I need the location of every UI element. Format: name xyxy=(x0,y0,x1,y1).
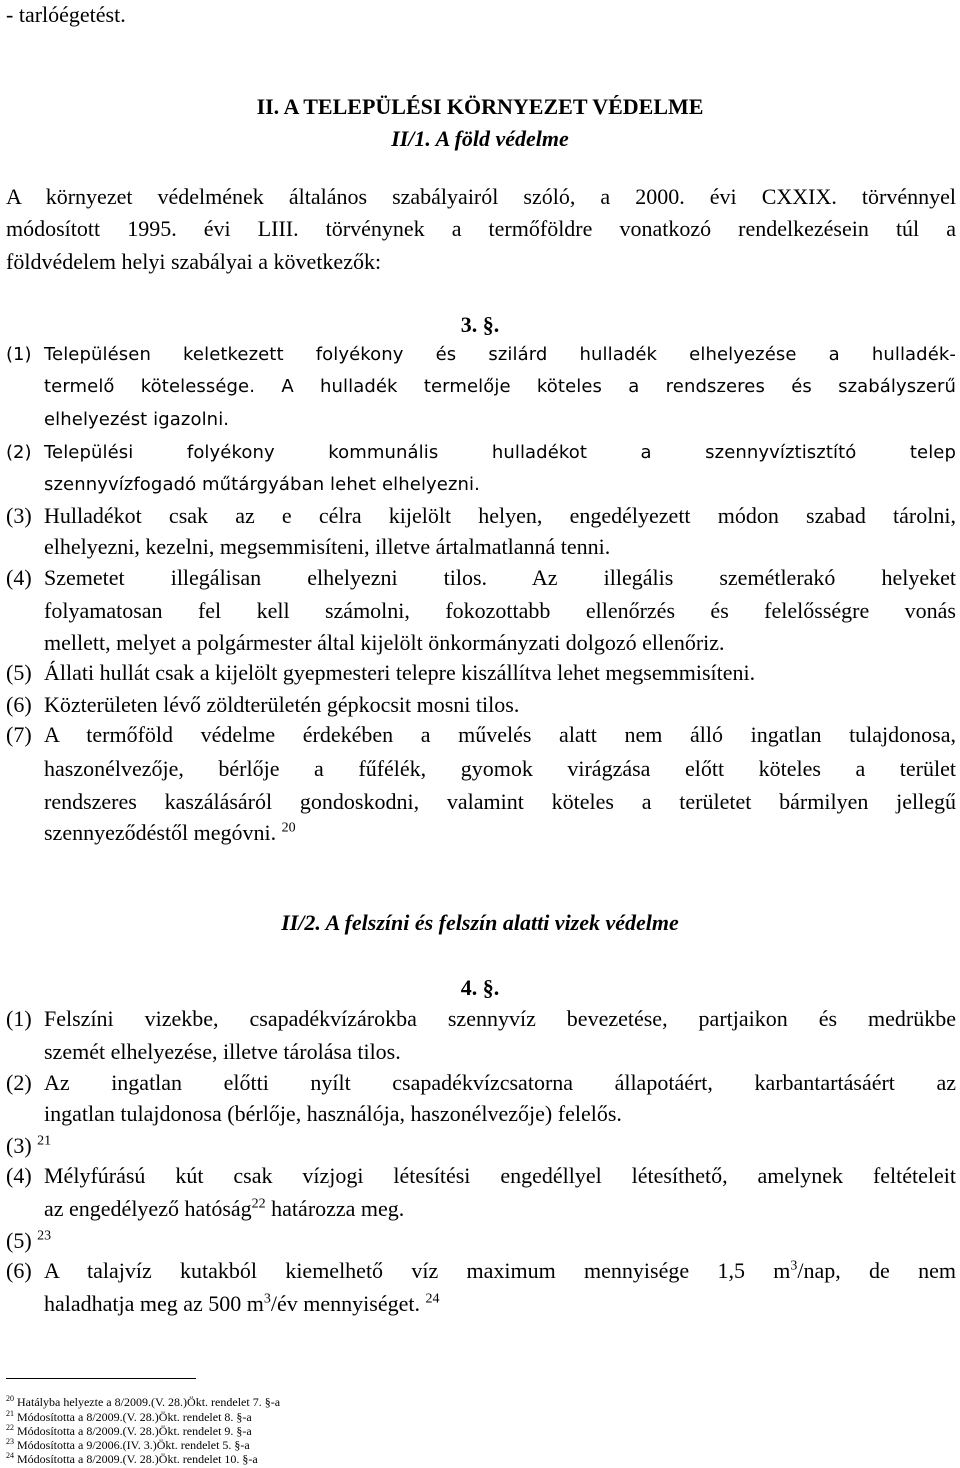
footnote-number: 20 xyxy=(6,1394,14,1403)
section-4-heading: 4. §. xyxy=(460,975,500,1000)
paragraph-number: (6) xyxy=(6,1258,32,1283)
paragraph-number: (1) xyxy=(6,1006,32,1031)
footnote-text: Módosította a 8/2009.(V. 28.)Ökt. rendelet 8. §-a xyxy=(17,1410,252,1424)
footnote-ref[interactable]: 23 xyxy=(37,1228,52,1244)
s3-p4-line: mellett, melyet a polgármester által kijelölt önkormányzati dolgozó ellenőriz. xyxy=(44,630,725,655)
s3-p1-line: Településen keletkezett folyékony és szilárd hulladék elhelyezése a hulladék- xyxy=(44,344,956,365)
footnote-ref[interactable]: 24 xyxy=(425,1291,440,1307)
paragraph-number: (2) xyxy=(6,1070,32,1095)
paragraph-number: (5) xyxy=(6,1228,32,1253)
superscript: 3 xyxy=(790,1258,798,1274)
footnote-number: 22 xyxy=(6,1423,14,1432)
s3-p3-line: elhelyezni, kezelni, megsemmisíteni, illetve ártalmatlanná tenni. xyxy=(44,534,611,559)
superscript: 3 xyxy=(263,1291,271,1307)
s4-p6-text: A talajvíz kutakból kiemelhető víz maximum mennyisége 1,5 m xyxy=(44,1258,791,1283)
paragraph-number-with-ref xyxy=(6,1133,51,1159)
footnote xyxy=(6,1452,258,1466)
s4-p6-text: haladhatja meg az 500 m xyxy=(44,1291,264,1316)
s4-p2-line: ingatlan tulajdonosa (bérlője, használója, haszonélvezője) felelős. xyxy=(44,1101,622,1126)
s4-p1-line: szemét elhelyezése, illetve tárolása tilos. xyxy=(44,1039,401,1064)
footnote-number: 21 xyxy=(6,1409,14,1418)
paragraph-number: (2) xyxy=(6,442,32,463)
paragraph-number: (4) xyxy=(6,565,32,590)
footnote xyxy=(6,1395,280,1409)
footnote-number: 24 xyxy=(6,1451,14,1460)
intro-line: földvédelem helyi szabályai a következők: xyxy=(6,249,382,274)
paragraph-number: (6) xyxy=(6,692,32,717)
s4-p1-line: Felszíni vizekbe, csapadékvízárokba szennyvíz bevezetése, partjaikon és medrükbe xyxy=(44,1006,956,1031)
footnote-separator xyxy=(6,1378,196,1379)
footnote-ref[interactable]: 20 xyxy=(281,820,296,836)
footnote-text: Módosította a 9/2006.(IV. 3.)Ökt. rendelet 5. §-a xyxy=(17,1438,250,1452)
footnote-text: Módosította a 8/2009.(V. 28.)Ökt. rendelet 10. §-a xyxy=(17,1452,258,1466)
footnote xyxy=(6,1410,252,1424)
s4-p4-line: Mélyfúrású kút csak vízjogi létesítési engedéllyel létesíthető, amelynek feltételeit xyxy=(44,1163,956,1188)
s3-p1-line: elhelyezést igazolni. xyxy=(44,409,230,430)
paragraph-number: (3) xyxy=(6,1133,32,1158)
s3-p4-line: folyamatosan fel kell számolni, fokozottabb ellenőrzés és felelősségre vonás xyxy=(44,598,956,623)
main-heading: II. A TELEPÜLÉSI KÖRNYEZET VÉDELME xyxy=(256,94,704,119)
s3-p7-line: A termőföld védelme érdekében a művelés alatt nem álló ingatlan tulajdonosa, xyxy=(44,722,956,747)
s3-p7-text: szennyeződéstől megóvni. xyxy=(44,820,277,845)
section-3-heading: 3. §. xyxy=(460,312,500,337)
s3-p6-line: Közterületen lévő zöldterületén gépkocsit mosni tilos. xyxy=(44,692,520,717)
paragraph-number: (4) xyxy=(6,1163,32,1188)
intro-line: módosított 1995. évi LIII. törvénynek a termőföldre vonatkozó rendelkezésein túl a xyxy=(6,216,956,241)
s3-p5-line: Állati hullát csak a kijelölt gyepmesteri telepre kiszállítva lehet megsemmisíteni. xyxy=(44,660,756,685)
footnote xyxy=(6,1424,252,1438)
s3-p4-line: Szemetet illegálisan elhelyezni tilos. Az illegális szemétlerakó helyeket xyxy=(44,565,956,590)
footnote-ref[interactable]: 21 xyxy=(37,1133,52,1149)
s3-p7-line: rendszeres kaszálásáról gondoskodni, valamint köteles a területet bármilyen jellegű xyxy=(44,789,956,814)
s4-p6-text: /nap, de nem xyxy=(797,1258,956,1283)
s4-p2-line: Az ingatlan előtti nyílt csapadékvízcsatorna állapotáért, karbantartásáért az xyxy=(44,1070,956,1095)
s3-p2-line: Települési folyékony kommunális hulladékot a szennyvíztisztító telep xyxy=(44,442,956,463)
s3-p2-line: szennyvízfogadó műtárgyában lehet elhelyezni. xyxy=(44,474,480,495)
top-line: - tarlóégetést. xyxy=(6,2,126,27)
paragraph-number-with-ref xyxy=(6,1228,51,1254)
s4-p6-text: /év mennyiséget. xyxy=(270,1291,420,1316)
s4-p4-text: az engedélyező hatóság xyxy=(44,1196,252,1221)
s4-p4-line xyxy=(44,1196,956,1222)
footnote-number: 23 xyxy=(6,1437,14,1446)
s4-p6-line xyxy=(44,1258,956,1284)
paragraph-number: (7) xyxy=(6,722,32,747)
footnote xyxy=(6,1438,250,1452)
footnote-text: Hatályba helyezte a 8/2009.(V. 28.)Ökt. rendelet 7. §-a xyxy=(17,1395,281,1409)
s3-p1-line: termelő kötelessége. A hulladék termelője köteles a rendszeres és szabályszerű xyxy=(44,376,956,397)
paragraph-number: (3) xyxy=(6,503,32,528)
s3-p7-line: haszonélvezője, bérlője a fűfélék, gyomok virágzása előtt köteles a terület xyxy=(44,756,956,781)
s4-p6-line xyxy=(44,1291,956,1317)
paragraph-number: (5) xyxy=(6,660,32,685)
intro-line: A környezet védelmének általános szabályairól szóló, a 2000. évi CXXIX. törvénnyel xyxy=(6,184,956,209)
s3-p7-line xyxy=(44,820,956,846)
footnote-text: Módosította a 8/2009.(V. 28.)Ökt. rendelet 9. §-a xyxy=(17,1424,252,1438)
footnote-ref[interactable]: 22 xyxy=(251,1196,266,1212)
subheading-water-protection: II/2. A felszíni és felszín alatti vizek védelme xyxy=(281,910,679,935)
paragraph-number: (1) xyxy=(6,344,32,365)
s4-p4-text: határozza meg. xyxy=(265,1196,405,1221)
s3-p3-line: Hulladékot csak az e célra kijelölt helyen, engedélyezett módon szabad tárolni, xyxy=(44,503,956,528)
subheading-land-protection: II/1. A föld védelme xyxy=(391,126,569,151)
